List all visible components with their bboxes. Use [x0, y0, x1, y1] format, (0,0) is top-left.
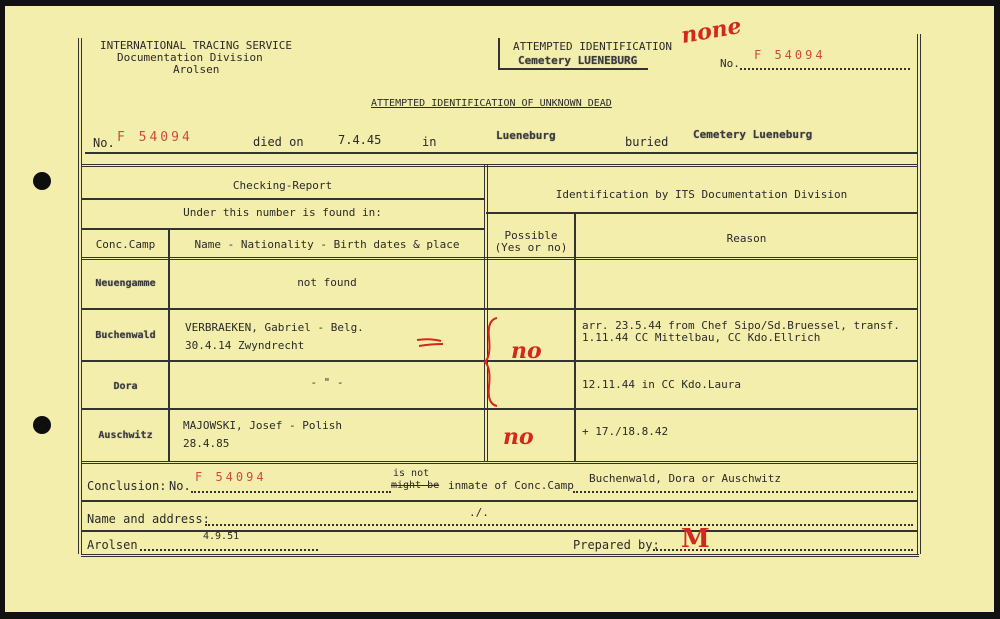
table-row-camp: Buchenwald: [95, 330, 156, 341]
table-row-reason: + 17./18.8.42: [582, 425, 669, 438]
col-header-name: Name - Nationality - Birth dates & place: [194, 238, 460, 251]
prepared-by-label: Prepared by:: [573, 538, 660, 552]
table-row-possible: no: [511, 338, 542, 364]
table-row-camp: Auschwitz: [98, 430, 153, 441]
row-sep-1: [81, 308, 917, 310]
frame-left: [78, 38, 82, 554]
org-city: Arolsen: [173, 63, 220, 76]
name-address-label: Name and address:: [87, 512, 210, 526]
buried-value: Cemetery Lueneburg: [693, 128, 813, 141]
conclusion-is-not: is not: [393, 468, 430, 479]
conclusion-label: Conclusion:: [87, 479, 167, 493]
table-row-name: VERBRAEKEN, Gabriel - Belg.: [185, 321, 364, 334]
table-row-name: - " -: [310, 376, 344, 389]
arolsen-date: 4.9.51: [203, 531, 240, 542]
col-header-reason: Reason: [726, 232, 767, 245]
conclusion-might-be: might be: [391, 480, 440, 491]
header-box-no-label: No.: [720, 57, 740, 70]
punch-hole-top: [33, 172, 51, 190]
table-row-name: not found: [297, 276, 357, 289]
header-box-left: [498, 38, 500, 68]
col-header-possible-l2: (Yes or no): [494, 241, 568, 254]
header-box-bottom: [498, 68, 648, 70]
buried-label: buried: [625, 135, 669, 149]
header-box-title: ATTEMPTED IDENTIFICATION: [513, 40, 672, 53]
checking-subtitle: Under this number is found in:: [183, 206, 382, 219]
table-top: [81, 164, 917, 167]
died-label: died on: [253, 135, 304, 149]
row-sep-3: [81, 408, 917, 410]
col-divider-camp: [168, 228, 170, 462]
table-row-birth: 30.4.14 Zwyndrecht: [185, 339, 305, 352]
col-divider-possible: [574, 212, 576, 462]
header-box-cemetery: Cemetery LUENEBURG: [518, 54, 638, 67]
place-label: in: [422, 135, 437, 149]
name-address-value: ./.: [469, 506, 489, 519]
conclusion-camps-dots: [573, 491, 913, 493]
col-header-camp: Conc.Camp: [95, 238, 156, 251]
conclusion-no-value: F 54094: [195, 470, 267, 484]
conclusion-separator: [81, 500, 917, 502]
form-title: ATTEMPTED IDENTIFICATION OF UNKNOWN DEAD: [371, 98, 612, 109]
conclusion-inmate-text: inmate of Conc.Camp: [448, 479, 574, 492]
table-middle-divider: [484, 164, 488, 462]
frame-right: [917, 34, 921, 554]
checking-report-title: Checking-Report: [232, 179, 333, 192]
org-name: INTERNATIONAL TRACING SERVICE: [100, 39, 293, 52]
handwritten-none: none: [679, 12, 744, 50]
red-check-mark: [415, 336, 445, 348]
org-division: Documentation Division: [117, 51, 263, 64]
table-row-reason-cont: 1.11.44 CC Mittelbau, CC Kdo.Ellrich: [582, 331, 821, 344]
conclusion-camps: Buchenwald, Dora or Auschwitz: [589, 472, 782, 485]
conclusion-no-label: No.: [169, 479, 191, 493]
table-row-camp: Dora: [113, 381, 138, 392]
header-box-no-dots: [740, 68, 910, 70]
identification-title: Identification by ITS Documentation Division: [555, 188, 848, 201]
table-header-bottom: [81, 257, 917, 260]
record-no-label: No.: [93, 136, 115, 150]
col-header-possible-l1: Possible: [504, 229, 558, 242]
place-value: Lueneburg: [496, 129, 556, 142]
prepared-by-signature: M: [681, 524, 710, 554]
name-address-dots: [205, 524, 913, 526]
conclusion-no-dots: [191, 491, 391, 493]
table-row-camp: Neuengamme: [95, 278, 156, 289]
left-subheader-top: [81, 228, 484, 230]
table-row-birth: 28.4.85: [183, 437, 230, 450]
form-bottom: [81, 554, 919, 557]
record-underline: [85, 152, 917, 154]
red-brace: [483, 316, 503, 408]
table-row-reason: 12.11.44 in CC Kdo.Laura: [582, 378, 741, 391]
arolsen-label: Arolsen: [87, 538, 138, 552]
checking-divider: [81, 198, 484, 200]
died-value: 7.4.45: [338, 133, 382, 147]
table-row-possible: no: [503, 424, 534, 450]
table-bottom: [81, 461, 917, 464]
header-box-no-value: F 54094: [754, 48, 826, 62]
itt-form-card: [5, 6, 994, 612]
right-header-divider: [486, 212, 917, 214]
table-row-reason: arr. 23.5.44 from Chef Sipo/Sd.Bruessel, transf.: [582, 319, 900, 332]
arolsen-date-dots: [140, 549, 318, 551]
record-no-value: F 54094: [117, 130, 193, 145]
punch-hole-bottom: [33, 416, 51, 434]
table-row-name: MAJOWSKI, Josef - Polish: [183, 419, 342, 432]
